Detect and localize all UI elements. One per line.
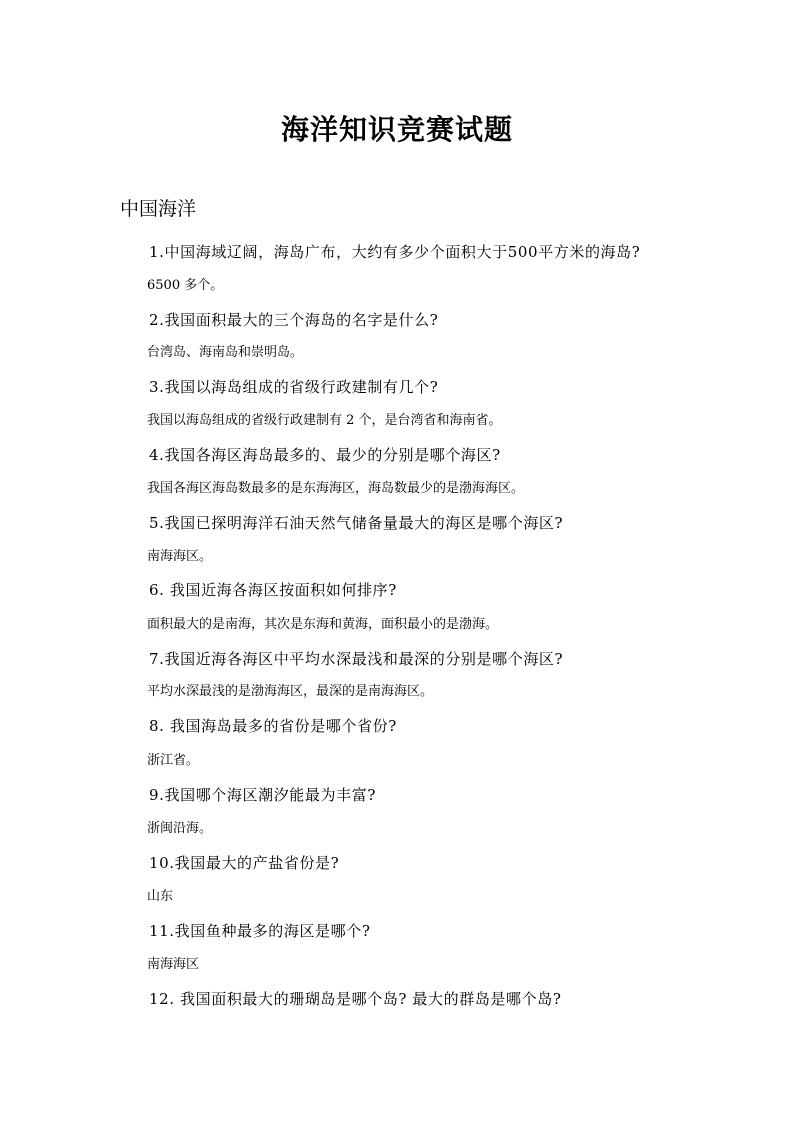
question-9: 9.我国哪个海区潮汐能最为丰富? xyxy=(149,786,376,804)
question-7: 7.我国近海各海区中平均水深最浅和最深的分别是哪个海区? xyxy=(149,650,564,668)
answer-8: 浙江省。 xyxy=(147,753,200,768)
answer-1: 6500 多个。 xyxy=(147,278,224,293)
answer-3: 我国以海岛组成的省级行政建制有 2 个，是台湾省和海南省。 xyxy=(147,413,502,428)
answer-10: 山东 xyxy=(147,889,174,904)
question-4: 4.我国各海区海岛最多的、最少的分别是哪个海区? xyxy=(149,446,501,464)
document-title: 海洋知识竞赛试题 xyxy=(280,113,513,146)
answer-4: 我国各海区海岛数最多的是东海海区，海岛数最少的是渤海海区。 xyxy=(147,481,525,496)
question-5: 5.我国已探明海洋石油天然气储备量最大的海区是哪个海区? xyxy=(149,514,564,532)
answer-5: 南海海区。 xyxy=(147,549,213,564)
answer-6: 面积最大的是南海，其次是东海和黄海，面积最小的是渤海。 xyxy=(147,617,499,632)
question-3: 3.我国以海岛组成的省级行政建制有几个? xyxy=(149,378,439,396)
answer-2: 台湾岛、海南岛和崇明岛。 xyxy=(147,345,304,360)
question-2: 2.我国面积最大的三个海岛的名字是什么? xyxy=(149,311,439,329)
question-8: 8. 我国海岛最多的省份是哪个省份? xyxy=(149,717,397,735)
answer-9: 浙闽沿海。 xyxy=(147,821,213,836)
question-11: 11.我国鱼种最多的海区是哪个? xyxy=(149,922,371,940)
question-1: 1.中国海域辽阔，海岛广布，大约有多少个面积大于500平方米的海岛? xyxy=(149,243,641,261)
question-12: 12. 我国面积最大的珊瑚岛是哪个岛? 最大的群岛是哪个岛? xyxy=(149,990,562,1008)
question-10: 10.我国最大的产盐省份是? xyxy=(149,854,340,872)
section-heading: 中国海洋 xyxy=(120,198,197,220)
answer-11: 南海海区 xyxy=(147,957,200,972)
answer-7: 平均水深最浅的是渤海海区，最深的是南海海区。 xyxy=(147,684,434,699)
question-6: 6. 我国近海各海区按面积如何排序? xyxy=(149,581,397,599)
